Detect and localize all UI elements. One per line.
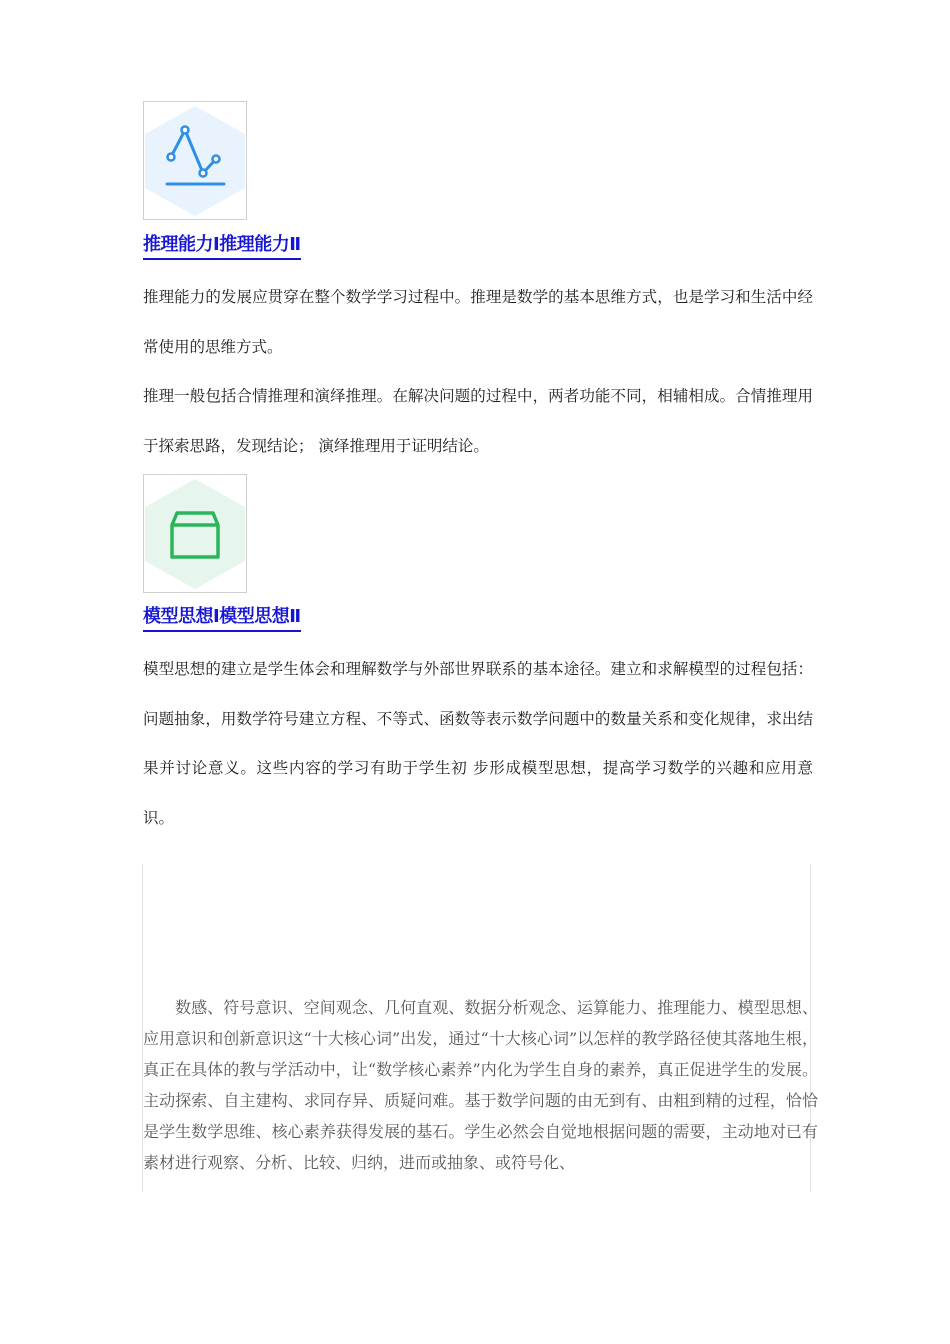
model-paragraph-1: 模型思想的建立是学生体会和理解数学与外部世界联系的基本途径。建立和求解模型的过程包括：问题抽象，用数学符号建立方程、不等式、函数等表示数学问题中的数量关系和变化规律，求出结果并讨论意义。这些内容的学习有助于学生初 步形成模型思想，提高学习数学的兴趣和应用意识。	[143, 660, 813, 827]
line-chart-icon	[144, 102, 246, 219]
reasoning-icon-card	[143, 101, 247, 220]
quote-paragraph: 数感、符号意识、空间观念、几何直观、数据分析观念、运算能力、推理能力、模型思想、应用意识和创新意识这“十大核心词”出发，通过“十大核心词”以怎样的教学路径使其落地生根，真正在具体的教与学活动中，让“数学核心素养”内化为学生自身的素养，真正促进学生的发展。主动探索、自主建构、求同存异、质疑问难。基于数学问题的由无到有、由粗到精的过程，恰恰是学生数学思维、核心素养获得发展的基石。学生必然会自觉地根据问题的需要，主动地对已有素材进行观察、分析、比较、归纳，进而或抽象、或符号化、	[143, 998, 818, 1172]
reasoning-paragraph-1: 推理能力的发展应贯穿在整个数学学习过程中。推理是数学的基本思维方式，也是学习和生活中经常使用的思维方式。	[143, 288, 813, 356]
section-heading-model[interactable]: 模型思想Ⅰ模型思想Ⅱ	[143, 606, 301, 632]
model-icon-card	[143, 474, 247, 593]
section-heading-reasoning[interactable]: 推理能力Ⅰ推理能力Ⅱ	[143, 234, 301, 260]
box-icon	[144, 475, 246, 592]
reasoning-paragraph-2: 推理一般包括合情推理和演绎推理。在解决问题的过程中，两者功能不同，相辅相成。合情推理用于探索思路，发现结论； 演绎推理用于证明结论。	[143, 387, 813, 455]
